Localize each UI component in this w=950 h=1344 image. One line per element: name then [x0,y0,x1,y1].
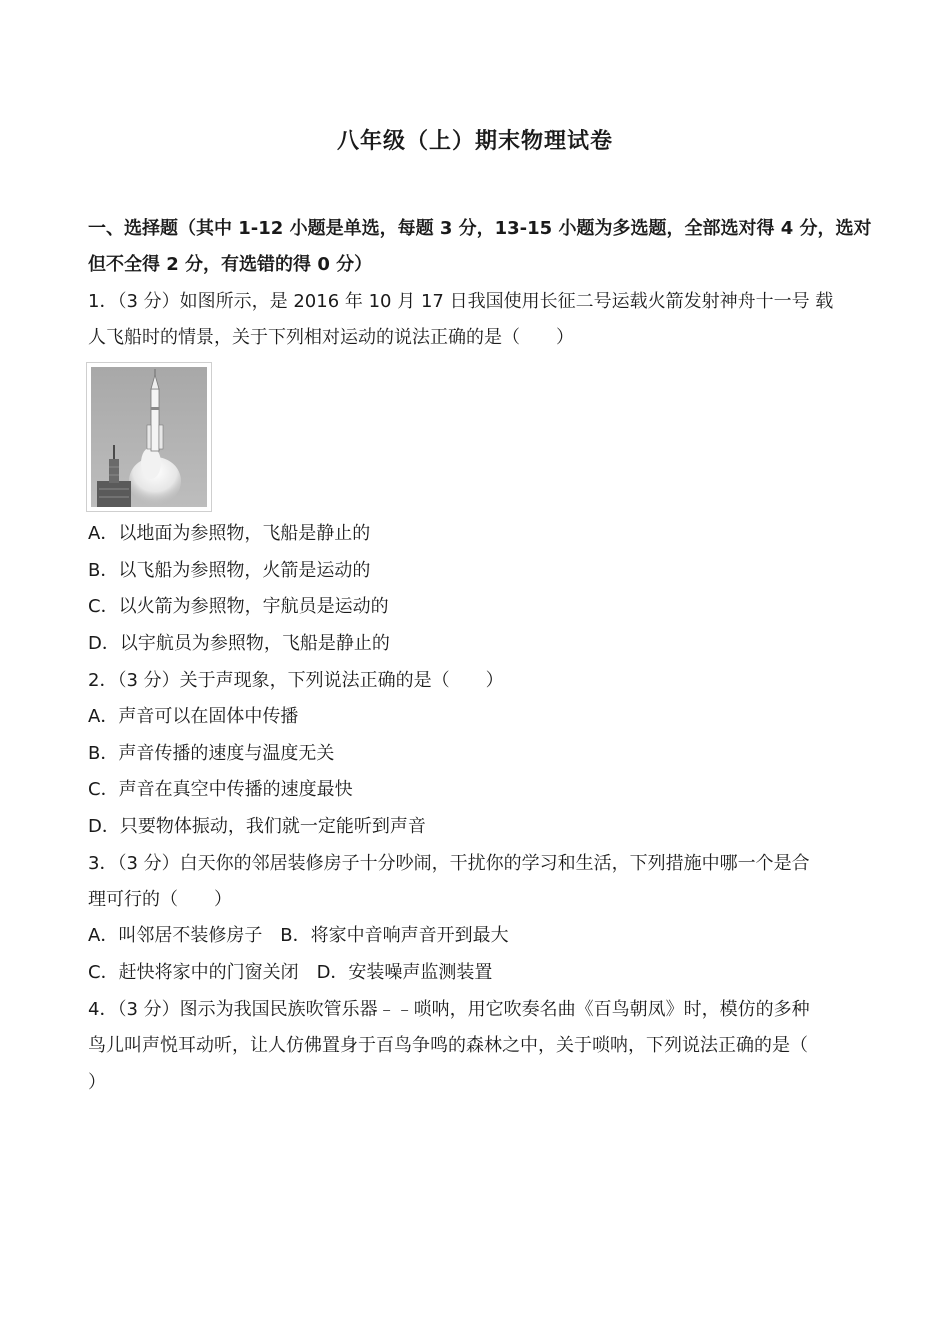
q2-stem: 2．（3 分）关于声现象，下列说法正确的是（ ） [88,670,504,691]
q4-stem-line1: 4．（3 分）图示为我国民族吹管乐器﹣﹣唢呐，用它吹奏名曲《百鸟朝凤》时，模仿的多种 [88,999,810,1020]
q4-stem-line3: ） [88,1072,106,1093]
q3-options-line2: C．赶快将家中的门窗关闭 D．安装噪声监测装置 [88,962,493,983]
q2-option-a: A．声音可以在固体中传播 [88,706,299,727]
q1-option-a: A．以地面为参照物，飞船是静止的 [88,523,371,544]
q1-option-d: D．以宇航员为参照物，飞船是静止的 [88,633,390,654]
section-heading-line2: 但不全得 2 分，有选错的得 0 分） [88,254,373,275]
rocket-launch-photo-icon [86,362,212,512]
q1-stem-line1: 1．（3 分）如图所示，是 2016 年 10 月 17 日我国使用长征二号运载火箭发射神舟十一号 载 [88,291,834,312]
q2-option-d: D．只要物体振动，我们就一定能听到声音 [88,816,426,837]
section-heading-line1: 一、选择题（其中 1-12 小题是单选，每题 3 分，13-15 小题为多选题，全部选对得 4 分，选对 [88,218,872,239]
exam-title: 八年级（上）期末物理试卷 [336,129,613,154]
q1-option-c: C．以火箭为参照物，宇航员是运动的 [88,596,389,617]
q2-option-c: C．声音在真空中传播的速度最快 [88,779,353,800]
q1-stem-line2: 人飞船时的情景，关于下列相对运动的说法正确的是（ ） [88,327,574,348]
q3-stem-line2: 理可行的（ ） [88,889,232,910]
q2-option-b: B．声音传播的速度与温度无关 [88,743,335,764]
q3-options-line1: A．叫邻居不装修房子 B．将家中音响声音开到最大 [88,925,509,946]
q3-stem-line1: 3．（3 分）白天你的邻居装修房子十分吵闹，干扰你的学习和生活，下列措施中哪一个是合 [88,853,810,874]
q1-option-b: B．以飞船为参照物，火箭是运动的 [88,560,371,581]
q4-stem-line2: 鸟儿叫声悦耳动听，让人仿佛置身于百鸟争鸣的森林之中，关于唢呐，下列说法正确的是（ [88,1035,808,1056]
